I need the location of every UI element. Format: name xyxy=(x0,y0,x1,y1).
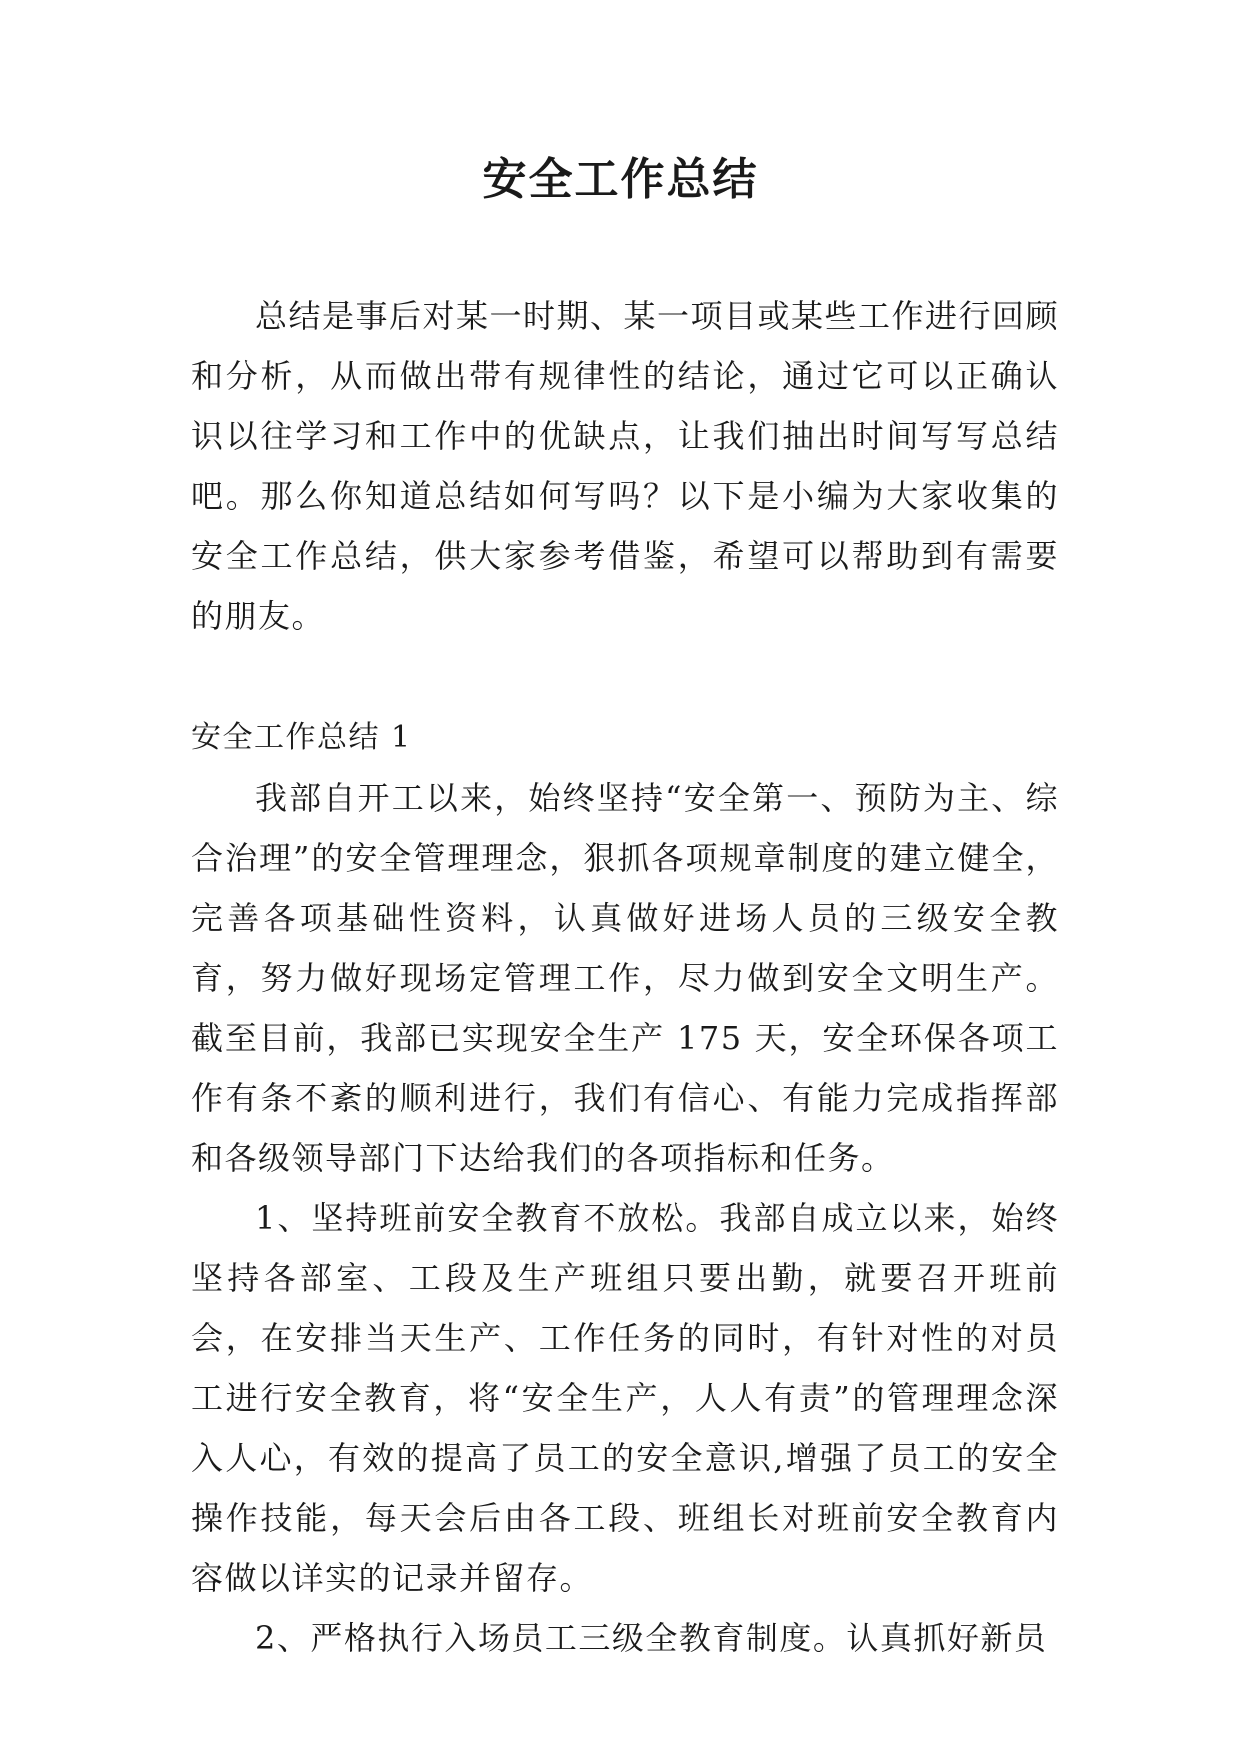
intro-paragraph: 总结是事后对某一时期、某一项目或某些工作进行回顾和分析，从而做出带有规律性的结论，通过它可以正确认识以往学习和工作中的优缺点，让我们抽出时间写写总结吧。那么你知道总结如何写吗？以下是小编为大家收集的安全工作总结，供大家参考借鉴，希望可以帮助到有需要的朋友。 xyxy=(191,297,1060,635)
document-body xyxy=(191,286,1059,1668)
spacer xyxy=(191,646,1059,708)
body-paragraph: 我部自开工以来，始终坚持“安全第一、预防为主、综合治理”的安全管理理念，狠抓各项规章制度的建立健全，完善各项基础性资料，认真做好进场人员的三级安全教育，努力做好现场定管理工作，尽力做到安全文明生产。截至目前，我部已实现安全生产 175 天，安全环保各项工作有条不紊的顺利进行，我们有信心、有能力完成指挥部和各级领导部门下达给我们的各项指标和任务。 xyxy=(191,779,1059,1177)
body-paragraph: 1、坚持班前安全教育不放松。我部自成立以来，始终坚持各部室、工段及生产班组只要出勤，就要召开班前会，在安排当天生产、工作任务的同时，有针对性的对员工进行安全教育，将“安全生产，人人有责”的管理理念深入人心，有效的提高了员工的安全意识,增强了员工的安全操作技能，每天会后由各工段、班组长对班前安全教育内容做以详实的记录并留存。 xyxy=(191,1199,1059,1597)
document-title: 安全工作总结 xyxy=(482,154,759,205)
section-heading: 安全工作总结 1 xyxy=(191,720,412,755)
body-paragraph: 2、严格执行入场员工三级全教育制度。认真抓好新员 xyxy=(255,1619,1048,1657)
